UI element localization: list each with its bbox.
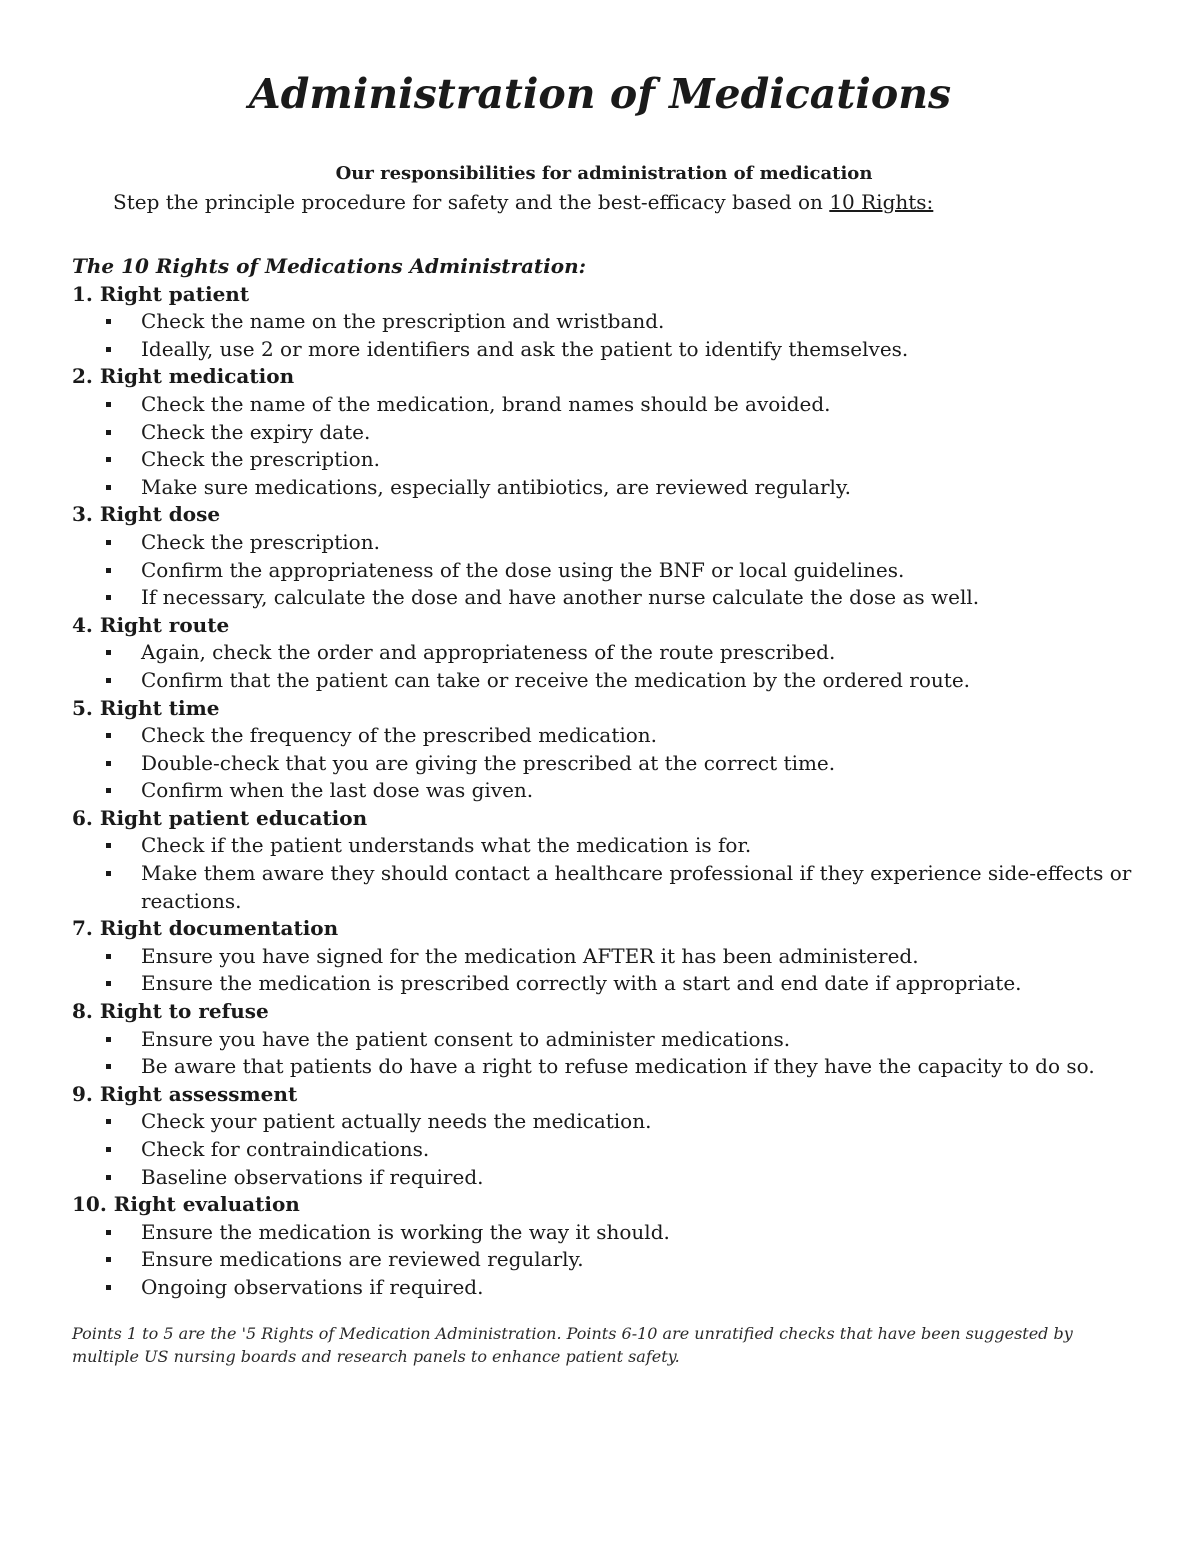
right-title: 5. Right time <box>72 695 220 720</box>
bullet-text: Ensure you have signed for the medication AFTER it has been administered. <box>141 943 919 968</box>
square-bullet-icon <box>106 1064 111 1069</box>
document-subtitle: Our responsibilities for administration of medication <box>335 163 873 184</box>
right-item <box>72 612 1132 695</box>
square-bullet-icon <box>106 457 111 462</box>
bullet-text: Confirm that the patient can take or receive the medication by the ordered route. <box>141 667 971 692</box>
square-bullet-icon <box>106 402 111 407</box>
right-title: 1. Right patient <box>72 281 250 306</box>
square-bullet-icon <box>106 954 111 959</box>
right-item <box>72 998 1132 1081</box>
square-bullet-icon <box>106 678 111 683</box>
footnote: Points 1 to 5 are the '5 Rights of Medication Administration. Points 6-10 are unratified checks that have been suggested by multiple US nursing boards and research panels to enhance patient safety. <box>72 1324 1073 1366</box>
bullet-list <box>72 722 1132 805</box>
bullet-item <box>72 639 1132 667</box>
bullet-text: If necessary, calculate the dose and have another nurse calculate the dose as well. <box>141 585 980 610</box>
square-bullet-icon <box>106 733 111 738</box>
square-bullet-icon <box>106 650 111 655</box>
bullet-item <box>72 336 1132 364</box>
right-item <box>72 1191 1132 1301</box>
bullet-text: Ensure you have the patient consent to administer medications. <box>141 1026 791 1051</box>
bullet-item <box>72 446 1132 474</box>
square-bullet-icon <box>106 871 111 876</box>
right-title: 10. Right evaluation <box>72 1192 300 1217</box>
bullet-item <box>72 860 1132 915</box>
bullet-item <box>72 557 1132 585</box>
bullet-text: Be aware that patients do have a right to refuse medication if they have the capacity to do so. <box>141 1054 1095 1079</box>
bullet-item <box>72 529 1132 557</box>
right-item <box>72 805 1132 915</box>
bullet-item <box>72 1164 1132 1192</box>
bullet-text: Make them aware they should contact a healthcare professional if they experience side-effects or reactions. <box>141 861 1132 913</box>
square-bullet-icon <box>106 761 111 766</box>
right-item <box>72 501 1132 611</box>
rights-list <box>72 281 1132 1302</box>
square-bullet-icon <box>106 347 111 352</box>
bullet-item <box>72 943 1132 971</box>
square-bullet-icon <box>106 1147 111 1152</box>
bullet-text: Check for contraindications. <box>141 1137 430 1161</box>
bullet-text: Ensure the medication is working the way it should. <box>141 1219 670 1244</box>
step-line <box>113 190 933 214</box>
bullet-list <box>72 1026 1132 1081</box>
bullet-text: Baseline observations if required. <box>141 1164 484 1189</box>
bullet-text: Check the expiry date. <box>141 419 371 444</box>
right-item <box>72 363 1132 501</box>
bullet-text: Check your patient actually needs the medication. <box>141 1109 652 1134</box>
bullet-item <box>72 1136 1132 1164</box>
square-bullet-icon <box>106 1230 111 1235</box>
bullet-list <box>72 639 1132 694</box>
right-title: 3. Right dose <box>72 502 221 527</box>
bullet-list <box>72 391 1132 501</box>
bullet-list <box>72 832 1132 915</box>
bullet-text: Confirm the appropriateness of the dose using the BNF or local guidelines. <box>141 557 905 582</box>
bullet-text: Make sure medications, especially antibiotics, are reviewed regularly. <box>141 474 851 499</box>
bullet-text: Check the prescription. <box>141 529 380 554</box>
bullet-text: Check the name of the medication, brand names should be avoided. <box>141 391 831 416</box>
bullet-item <box>72 667 1132 695</box>
bullet-item <box>72 722 1132 750</box>
square-bullet-icon <box>106 485 111 490</box>
bullet-text: Check the frequency of the prescribed medication. <box>141 723 658 748</box>
square-bullet-icon <box>106 843 111 848</box>
bullet-text: Ideally, use 2 or more identifiers and ask the patient to identify themselves. <box>141 336 909 361</box>
bullet-text: Check the name on the prescription and wristband. <box>141 309 665 334</box>
bullet-list <box>72 308 1132 363</box>
bullet-item <box>72 308 1132 336</box>
bullet-text: Check if the patient understands what the medication is for. <box>141 833 752 858</box>
right-item <box>72 695 1132 805</box>
document-title: Administration of Medications <box>248 70 952 118</box>
bullet-text: Confirm when the last dose was given. <box>141 778 534 803</box>
bullet-item <box>72 419 1132 447</box>
right-title: 2. Right medication <box>72 364 295 389</box>
rights-list-section <box>72 253 1132 1302</box>
bullet-item <box>72 777 1132 805</box>
square-bullet-icon <box>106 1119 111 1124</box>
square-bullet-icon <box>106 1175 111 1180</box>
bullet-item <box>72 1219 1132 1247</box>
square-bullet-icon <box>106 1257 111 1262</box>
bullet-item <box>72 391 1132 419</box>
bullet-text: Double-check that you are giving the prescribed at the correct time. <box>141 750 836 775</box>
bullet-item <box>72 584 1132 612</box>
square-bullet-icon <box>106 568 111 573</box>
right-title: 7. Right documentation <box>72 916 339 941</box>
bullet-item <box>72 1053 1132 1081</box>
step-line-text: Step the principle procedure for safety and the best-efficacy based on <box>113 190 830 214</box>
bullet-list <box>72 943 1132 998</box>
right-item <box>72 1081 1132 1191</box>
right-title: 6. Right patient education <box>72 805 368 830</box>
bullet-item <box>72 1246 1132 1274</box>
bullet-list <box>72 529 1132 612</box>
rights-list-heading: The 10 Rights of Medications Administration: <box>72 254 587 278</box>
bullet-item <box>72 1108 1132 1136</box>
bullet-text: Check the prescription. <box>141 447 380 472</box>
right-title: 9. Right assessment <box>72 1081 298 1106</box>
square-bullet-icon <box>106 981 111 986</box>
bullet-item <box>72 832 1132 860</box>
square-bullet-icon <box>106 1285 111 1290</box>
bullet-item <box>72 1274 1132 1302</box>
square-bullet-icon <box>106 319 111 324</box>
bullet-list <box>72 1219 1132 1302</box>
square-bullet-icon <box>106 430 111 435</box>
bullet-item <box>72 970 1132 998</box>
square-bullet-icon <box>106 595 111 600</box>
square-bullet-icon <box>106 1037 111 1042</box>
bullet-item <box>72 1026 1132 1054</box>
bullet-text: Again, check the order and appropriateness of the route prescribed. <box>141 640 836 665</box>
bullet-text: Ensure the medication is prescribed correctly with a start and end date if appropriate. <box>141 971 1022 996</box>
bullet-list <box>72 1108 1132 1191</box>
bullet-text: Ongoing observations if required. <box>141 1274 484 1299</box>
right-title: 8. Right to refuse <box>72 999 269 1024</box>
square-bullet-icon <box>106 540 111 545</box>
right-title: 4. Right route <box>72 612 230 637</box>
right-item <box>72 915 1132 998</box>
right-item <box>72 281 1132 364</box>
square-bullet-icon <box>106 788 111 793</box>
bullet-item <box>72 750 1132 778</box>
bullet-text: Ensure medications are reviewed regularly. <box>141 1247 584 1272</box>
step-line-rights-link: 10 Rights: <box>829 190 934 214</box>
bullet-item <box>72 474 1132 502</box>
